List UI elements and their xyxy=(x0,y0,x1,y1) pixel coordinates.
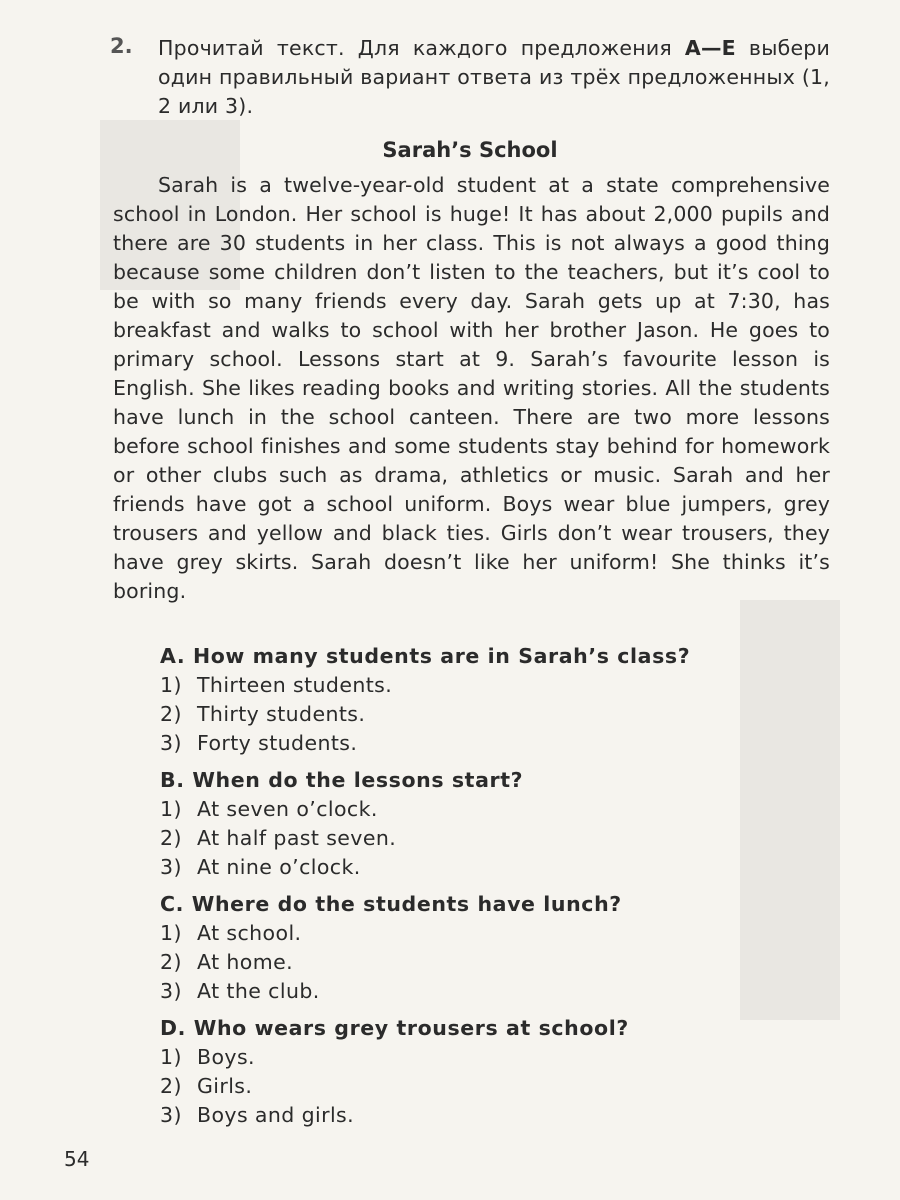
option-text: At half past seven. xyxy=(197,826,397,850)
questions-list xyxy=(160,642,800,1138)
answer-option[interactable] xyxy=(160,795,800,824)
instruction-range: A—E xyxy=(684,36,736,60)
option-number: 2) xyxy=(160,950,182,974)
option-number: 3) xyxy=(160,855,182,879)
answer-option[interactable] xyxy=(160,853,800,882)
option-text: Thirty students. xyxy=(197,702,366,726)
instruction-text-end: выбери один правильный вариант ответа из трёх предложенных (1, 2 или 3). xyxy=(158,36,830,118)
option-text: At school. xyxy=(197,921,302,945)
question-b xyxy=(160,766,800,882)
answer-option[interactable] xyxy=(160,1072,800,1101)
answer-option[interactable] xyxy=(160,1101,800,1130)
question-d xyxy=(160,1014,800,1130)
option-number: 2) xyxy=(160,702,182,726)
reading-passage: Sarah is a twelve-year-old student at a state comprehensive school in London. Her school is huge! It has about 2,000 pupils and there are 30 students in her class. This is not always a good thing because some children don’t listen to the teachers, but it’s cool to be with so many friends every day. Sarah gets up at 7:30, has breakfast and walks to school with her brother Jason. He goes to primary school. Lessons start at 9. Sarah’s favourite lesson is English. She likes reading books and writing stories. All the students have lunch in the school canteen. There are two more lessons before school finishes and some students stay behind for homework or other clubs such as drama, athletics or music. Sarah and her friends have got a school uniform. Boys wear blue jumpers, grey trousers and yellow and black ties. Girls don’t wear trousers, they have grey skirts. Sarah doesn’t like her uniform! She thinks it’s boring. xyxy=(113,173,830,603)
option-text: Thirteen students. xyxy=(197,673,393,697)
answer-option[interactable] xyxy=(160,977,800,1006)
question-text: D. Who wears grey trousers at school? xyxy=(160,1016,629,1040)
task-instruction xyxy=(158,34,830,121)
option-number: 3) xyxy=(160,731,182,755)
answer-option[interactable] xyxy=(160,671,800,700)
option-text: Boys and girls. xyxy=(197,1103,355,1127)
task-number: 2. xyxy=(110,34,133,58)
option-number: 3) xyxy=(160,979,182,1003)
answer-option[interactable] xyxy=(160,948,800,977)
question-a xyxy=(160,642,800,758)
instruction-text: Прочитай текст. Для каждого предложения xyxy=(158,36,685,60)
question-text: B. When do the lessons start? xyxy=(160,768,524,792)
task-header xyxy=(110,34,830,121)
question-text: A. How many students are in Sarah’s class? xyxy=(160,644,691,668)
option-text: At the club. xyxy=(197,979,320,1003)
option-number: 2) xyxy=(160,1074,182,1098)
option-number: 1) xyxy=(160,1045,182,1069)
passage-title: Sarah’s School xyxy=(382,138,558,162)
answer-option[interactable] xyxy=(160,729,800,758)
option-text: Girls. xyxy=(197,1074,253,1098)
answer-option[interactable] xyxy=(160,1043,800,1072)
page-number: 54 xyxy=(64,1147,90,1171)
option-number: 1) xyxy=(160,921,182,945)
option-number: 2) xyxy=(160,826,182,850)
option-number: 1) xyxy=(160,797,182,821)
option-text: Forty students. xyxy=(197,731,358,755)
option-number: 3) xyxy=(160,1103,182,1127)
answer-option[interactable] xyxy=(160,824,800,853)
option-text: At nine o’clock. xyxy=(197,855,361,879)
question-text: C. Where do the students have lunch? xyxy=(160,892,622,916)
option-text: At seven o’clock. xyxy=(197,797,378,821)
option-text: At home. xyxy=(197,950,294,974)
option-text: Boys. xyxy=(197,1045,255,1069)
answer-option[interactable] xyxy=(160,919,800,948)
option-number: 1) xyxy=(160,673,182,697)
question-c xyxy=(160,890,800,1006)
answer-option[interactable] xyxy=(160,700,800,729)
